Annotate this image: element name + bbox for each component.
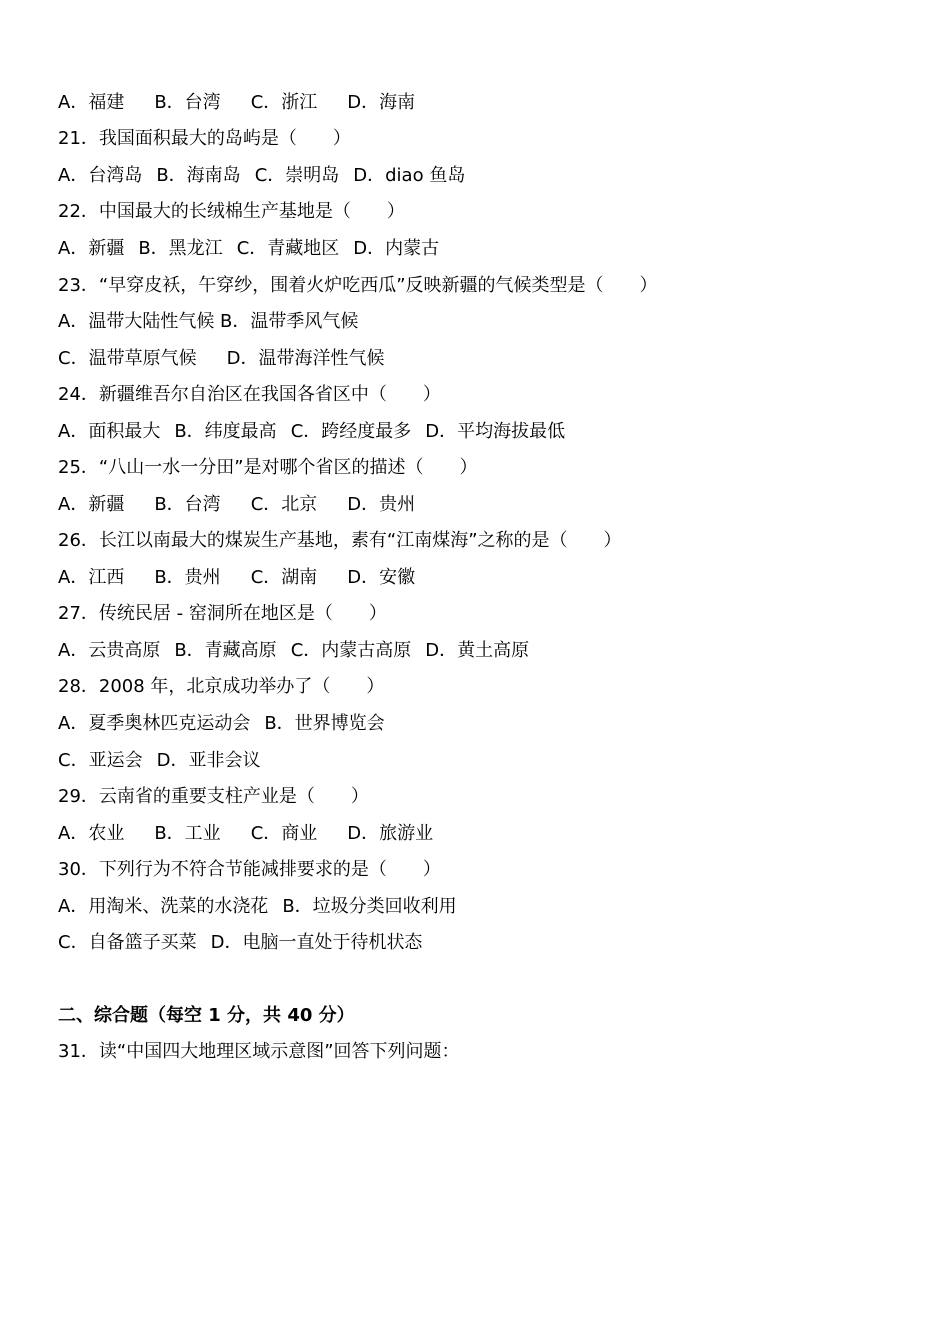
options-line — [58, 347, 414, 371]
answer-option: B．纬度最高 — [174, 421, 277, 442]
answer-option: B．台湾 — [154, 92, 221, 113]
question-text: 21．我国面积最大的岛屿是（ ） — [58, 128, 351, 149]
answer-option: D．温带海洋性气候 — [226, 348, 385, 369]
answer-option: A．温带大陆性气候 B．温带季风气候 — [58, 311, 359, 332]
question-text: 24．新疆维吾尔自治区在我国各省区中（ ） — [58, 384, 441, 405]
answer-option: D．平均海拔最低 — [425, 421, 566, 442]
answer-option: D．黄土高原 — [425, 640, 530, 661]
answer-option: C．自备篮子买菜 — [58, 932, 197, 953]
answer-option: C．温带草原气候 — [58, 348, 197, 369]
answer-option: C．亚运会 — [58, 750, 143, 771]
options-line — [58, 639, 543, 663]
answer-option: B．海南岛 — [156, 165, 241, 186]
answer-option: A．新疆 — [58, 494, 125, 515]
question-text: 28．2008 年，北京成功举办了（ ） — [58, 676, 385, 697]
answer-option: A．江西 — [58, 567, 125, 588]
answer-option: A．云贵高原 — [58, 640, 161, 661]
answer-option: B．青藏高原 — [174, 640, 277, 661]
question-text: 25．“八山一水一分田”是对哪个省区的描述（ ） — [58, 457, 478, 478]
answer-option: B．垃圾分类回收利用 — [282, 896, 457, 917]
answer-option: C．湖南 — [250, 567, 318, 588]
section-heading: 二、综合题（每空 1 分，共 40 分） — [58, 1005, 355, 1026]
answer-option: B．台湾 — [154, 494, 221, 515]
answer-option: C．浙江 — [250, 92, 318, 113]
options-line — [58, 822, 463, 846]
question-text: 22．中国最大的长绒棉生产基地是（ ） — [58, 201, 405, 222]
answer-option: D．电脑一直处于待机状态 — [210, 932, 423, 953]
answer-option: D．diao 鱼岛 — [353, 165, 466, 186]
answer-option: A．夏季奥林匹克运动会 — [58, 713, 251, 734]
answer-option: A．福建 — [58, 92, 125, 113]
options-line — [58, 749, 274, 773]
answer-option: A．用淘米、洗菜的水浇花 — [58, 896, 269, 917]
answer-option: A．面积最大 — [58, 421, 161, 442]
question-text: 26．长江以南最大的煤炭生产基地，素有“江南煤海”之称的是（ ） — [58, 530, 622, 551]
options-line — [58, 566, 445, 590]
options-line — [58, 164, 479, 188]
options-line — [58, 420, 579, 444]
answer-option: D．安徽 — [347, 567, 416, 588]
question-text: 23．“早穿皮袄，午穿纱，围着火炉吃西瓜”反映新疆的气候类型是（ ） — [58, 275, 658, 296]
answer-option: A．台湾岛 — [58, 165, 143, 186]
answer-option: D．旅游业 — [347, 823, 434, 844]
answer-option: B．工业 — [154, 823, 221, 844]
answer-option: A．农业 — [58, 823, 125, 844]
answer-option: C．北京 — [250, 494, 318, 515]
answer-option: A．新疆 — [58, 238, 125, 259]
question-text: 29．云南省的重要支柱产业是（ ） — [58, 786, 369, 807]
question-text: 30．下列行为不符合节能减排要求的是（ ） — [58, 859, 441, 880]
options-line — [58, 931, 436, 955]
options-line — [58, 91, 445, 115]
answer-option: B．世界博览会 — [264, 713, 385, 734]
answer-option: B．黑龙江 — [138, 238, 223, 259]
answer-option: C．内蒙古高原 — [290, 640, 412, 661]
question-text: 27．传统民居 - 窑洞所在地区是（ ） — [58, 603, 387, 624]
answer-option: C．崇明岛 — [254, 165, 340, 186]
answer-option: C．跨经度最多 — [290, 421, 412, 442]
answer-option: D．亚非会议 — [156, 750, 261, 771]
question-text: 31．读“中国四大地理区域示意图”回答下列问题： — [58, 1041, 460, 1062]
options-line — [58, 895, 471, 919]
answer-option: C．青藏地区 — [236, 238, 340, 259]
answer-option: B．贵州 — [154, 567, 221, 588]
answer-option: C．商业 — [250, 823, 318, 844]
options-line — [58, 310, 372, 334]
answer-option: D．贵州 — [347, 494, 416, 515]
answer-option: D．内蒙古 — [353, 238, 440, 259]
options-line — [58, 237, 453, 261]
options-line — [58, 712, 399, 736]
options-line — [58, 493, 445, 517]
answer-option: D．海南 — [347, 92, 416, 113]
